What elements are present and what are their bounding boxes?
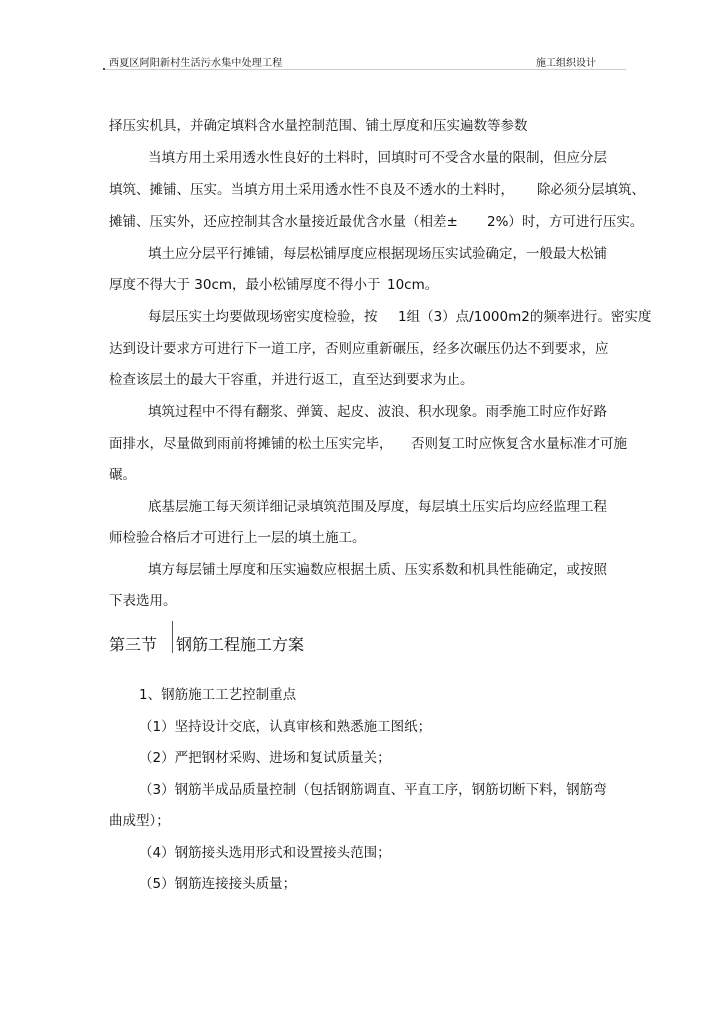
body-line-14: 师检验合格后才可进行上一层的填土施工。 — [109, 530, 366, 546]
list-item-2: （2）严把钢材采购、进场和复试质量关； — [139, 750, 391, 766]
body-line-3a: 填筑、摊铺、压实。当填方用土采用透水性不良及不透水的土料时， — [109, 182, 514, 198]
list-item-3: （3）钢筋半成品质量控制（包括钢筋调直、平直工序，钢筋切断下料，钢筋弯 — [139, 782, 607, 798]
body-line-4b: 2%）时，方可进行压实。 — [487, 214, 644, 230]
header-document-type: 施工组织设计 — [536, 58, 596, 69]
body-line-2: 当填方用土采用透水性良好的土料时，回填时可不受含水量的限制，但应分层 — [148, 150, 607, 166]
body-line-12: 碾。 — [109, 467, 136, 483]
body-line-11a: 面排水，尽量做到雨前将摊铺的松土压实完毕， — [109, 436, 393, 452]
list-item-1: （1）坚持设计交底，认真审核和熟悉施工图纸； — [139, 719, 432, 735]
section-heading-rule — [172, 621, 173, 653]
header-divider — [105, 69, 626, 70]
body-line-8: 达到设计要求方可进行下一道工序，否则应重新碾压，经多次碾压仍达不到要求，应 — [109, 341, 609, 357]
list-heading: 1、钢筋施工工艺控制重点 — [139, 687, 297, 703]
list-item-5: （5）钢筋连接接头质量； — [139, 876, 297, 892]
body-line-9: 检查该层土的最大干容重，并进行返工，直至达到要求为止。 — [109, 372, 474, 388]
body-line-7a: 每层压实土均要做现场密实度检验，按 — [148, 309, 378, 325]
list-item-3-continued: 曲成型）； — [109, 813, 170, 829]
body-line-4a: 摊铺、压实外，还应控制其含水量接近最优含水量（相差± — [109, 214, 458, 230]
body-line-6a: 厚度不得大于 30cm，最小松铺厚度不得小于 — [109, 277, 381, 293]
body-line-1: 择压实机具，并确定填料含水量控制范围、铺土厚度和压实遍数等参数 — [109, 118, 528, 134]
body-line-11b: 否则复工时应恢复含水量标准才可施 — [411, 436, 627, 452]
body-line-10: 填筑过程中不得有翻浆、弹簧、起皮、波浪、积水现象。雨季施工时应作好路 — [148, 404, 607, 420]
header-dot-mark — [103, 68, 105, 70]
section-number: 第三节 — [109, 635, 158, 654]
list-item-4: （4）钢筋接头选用形式和设置接头范围； — [139, 845, 391, 861]
header-project-name: 西夏区阿阳新村生活污水集中处理工程 — [109, 58, 283, 69]
body-line-6b: 10cm。 — [387, 277, 439, 293]
body-line-16: 下表选用。 — [109, 593, 177, 609]
body-line-15: 填方每层铺土厚度和压实遍数应根据土质、压实系数和机具性能确定，或按照 — [148, 562, 607, 578]
body-line-3b: 除必须分层填筑、 — [537, 182, 645, 198]
body-line-13: 底基层施工每天须详细记录填筑范围及厚度，每层填土压实后均应经监理工程 — [148, 499, 607, 515]
body-line-5: 填土应分层平行摊铺，每层松铺厚度应根据现场压实试验确定，一般最大松铺 — [148, 246, 607, 262]
section-title: 钢筋工程施工方案 — [176, 635, 305, 654]
body-line-7b: 1组（3）点/1000m2的频率进行。密实度 — [398, 309, 652, 325]
